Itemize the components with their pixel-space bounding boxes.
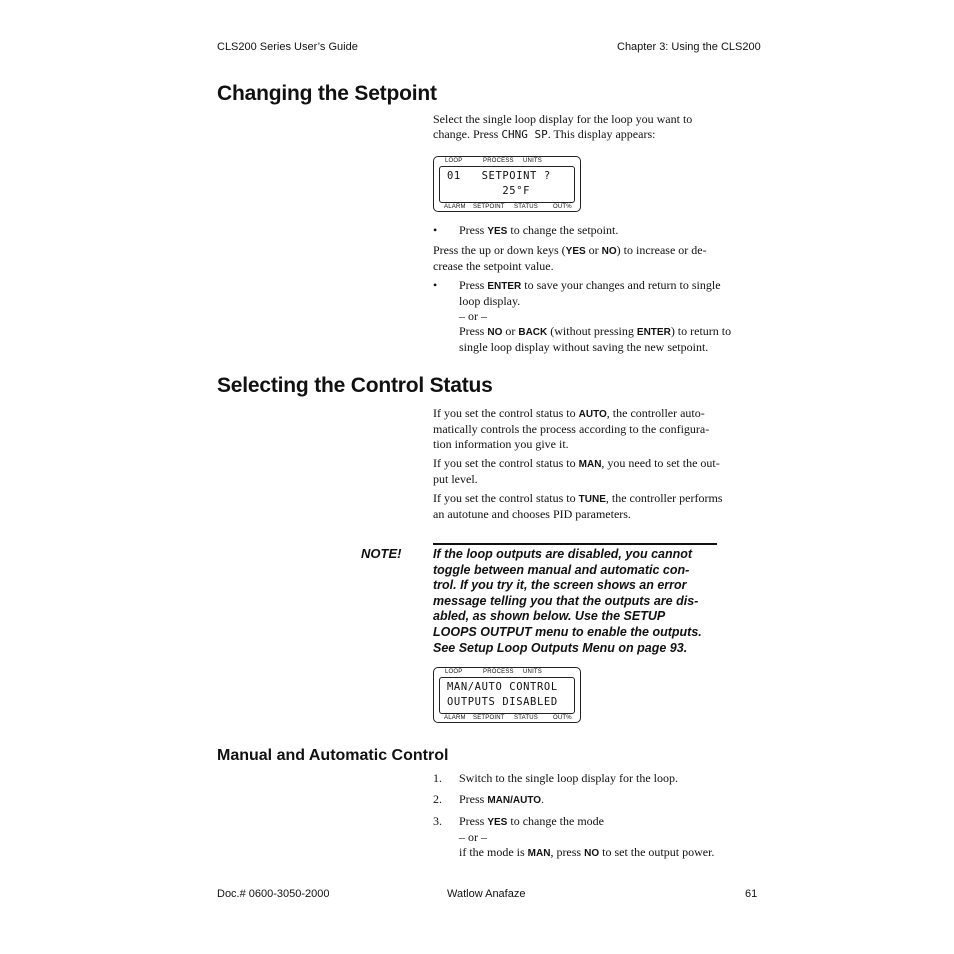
bullet-dot: •	[433, 278, 438, 292]
note-rule	[433, 543, 717, 545]
lcd-line-2: 25°F	[447, 185, 531, 197]
control-status-paragraphs	[433, 406, 763, 522]
lcd-label-loop: LOOP	[445, 158, 463, 164]
step-3: 3. Press YES to change the mode	[433, 814, 604, 828]
para-tune: If you set the control status to TUNE, the controller performs	[433, 491, 723, 505]
lcd-label-process: PROCESS	[483, 158, 514, 164]
lcd-label-out: OUT%	[553, 204, 572, 210]
intro-line-1: Select the single loop display for the loop you want to	[433, 112, 693, 126]
bullet-press-yes: • Press YES to change the setpoint.	[433, 223, 619, 237]
key-chng-sp: CHNG SP	[501, 128, 548, 141]
lcd-label-loop: LOOP	[445, 669, 463, 675]
section-title-changing-setpoint: Changing the Setpoint	[217, 82, 437, 105]
note-line: abled, as shown below. Use the SETUP	[433, 609, 666, 624]
lcd-label-alarm: ALARM	[444, 715, 466, 721]
footer-page-number: 61	[745, 888, 758, 900]
bullet-press-enter: • Press ENTER to save your changes and return to single	[433, 278, 721, 292]
lcd-label-process: PROCESS	[483, 669, 514, 675]
lcd-label-status: STATUS	[514, 204, 538, 210]
step-number: 2.	[433, 792, 442, 806]
section-title-control-status: Selecting the Control Status	[217, 374, 493, 397]
alt-press-no-back: Press NO or BACK (without pressing ENTER) to return to	[459, 324, 732, 338]
lcd-line-1: 01 SETPOINT ?	[447, 170, 551, 182]
step-number: 3.	[433, 814, 442, 828]
lcd-label-units: UNITS	[523, 669, 542, 675]
note-text	[433, 547, 733, 656]
step-number: 1.	[433, 771, 442, 785]
para-auto-line-2: matically controls the process according to the configura-	[433, 422, 710, 436]
footer-doc-number: Doc.# 0600-3050-2000	[217, 888, 330, 900]
intro-line-2: change. Press CHNG SP. This display appears:	[433, 127, 656, 141]
step-1: 1. Switch to the single loop display for the loop.	[433, 771, 678, 785]
lcd-label-out: OUT%	[553, 715, 572, 721]
or-separator: – or –	[459, 309, 487, 323]
bullet-dot: •	[433, 223, 438, 237]
subsection-title-manual-auto: Manual and Automatic Control	[217, 747, 449, 764]
note-line: trol. If you try it, the screen shows an error	[433, 578, 687, 593]
lcd-label-setpoint: SETPOINT	[473, 715, 505, 721]
note-line: toggle between manual and automatic con-	[433, 562, 690, 577]
lcd-display-setpoint	[433, 156, 581, 212]
note-line: message telling you that the outputs are dis-	[433, 593, 699, 608]
step-3-alt: if the mode is MAN, press NO to set the output power.	[459, 845, 715, 859]
lcd-label-status: STATUS	[514, 715, 538, 721]
lcd-screen	[439, 677, 575, 714]
note-line: See Setup Loop Outputs Menu on page 93.	[433, 640, 688, 655]
alt-press-no-back-cont: single loop display without saving the new setpoint.	[459, 340, 709, 354]
para-man: If you set the control status to MAN, you need to set the out-	[433, 456, 720, 470]
step-2: 2. Press MAN/AUTO.	[433, 792, 545, 806]
note-label: NOTE!	[361, 546, 402, 561]
note-line: LOOPS OUTPUT menu to enable the outputs.	[433, 624, 702, 639]
para-up-down-keys: Press the up or down keys (YES or NO) to increase or de-	[433, 243, 707, 257]
para-up-down-keys-cont: crease the setpoint value.	[433, 259, 554, 273]
para-auto-line-3: tion information you give it.	[433, 437, 569, 451]
lcd-line-2: OUTPUTS DISABLED	[447, 696, 558, 708]
lcd-line-1: MAN/AUTO CONTROL	[447, 681, 558, 693]
para-man-line-2: put level.	[433, 472, 478, 486]
bullet-press-enter-cont: loop display.	[459, 294, 521, 308]
setpoint-instructions	[433, 223, 763, 355]
note-line: If the loop outputs are disabled, you cannot	[433, 547, 693, 561]
manual-auto-steps	[433, 771, 763, 861]
para-auto: If you set the control status to AUTO, the controller auto-	[433, 406, 705, 420]
lcd-label-alarm: ALARM	[444, 204, 466, 210]
header-doc-title: CLS200 Series User’s Guide	[217, 41, 358, 53]
footer-company: Watlow Anafaze	[447, 888, 526, 900]
lcd-display-outputs-disabled	[433, 667, 581, 723]
or-separator: – or –	[459, 830, 487, 844]
lcd-screen	[439, 166, 575, 203]
lcd-label-setpoint: SETPOINT	[473, 204, 505, 210]
para-tune-line-2: an autotune and chooses PID parameters.	[433, 507, 631, 521]
header-chapter: Chapter 3: Using the CLS200	[617, 41, 761, 53]
lcd-label-units: UNITS	[523, 158, 542, 164]
setpoint-intro	[433, 112, 763, 142]
